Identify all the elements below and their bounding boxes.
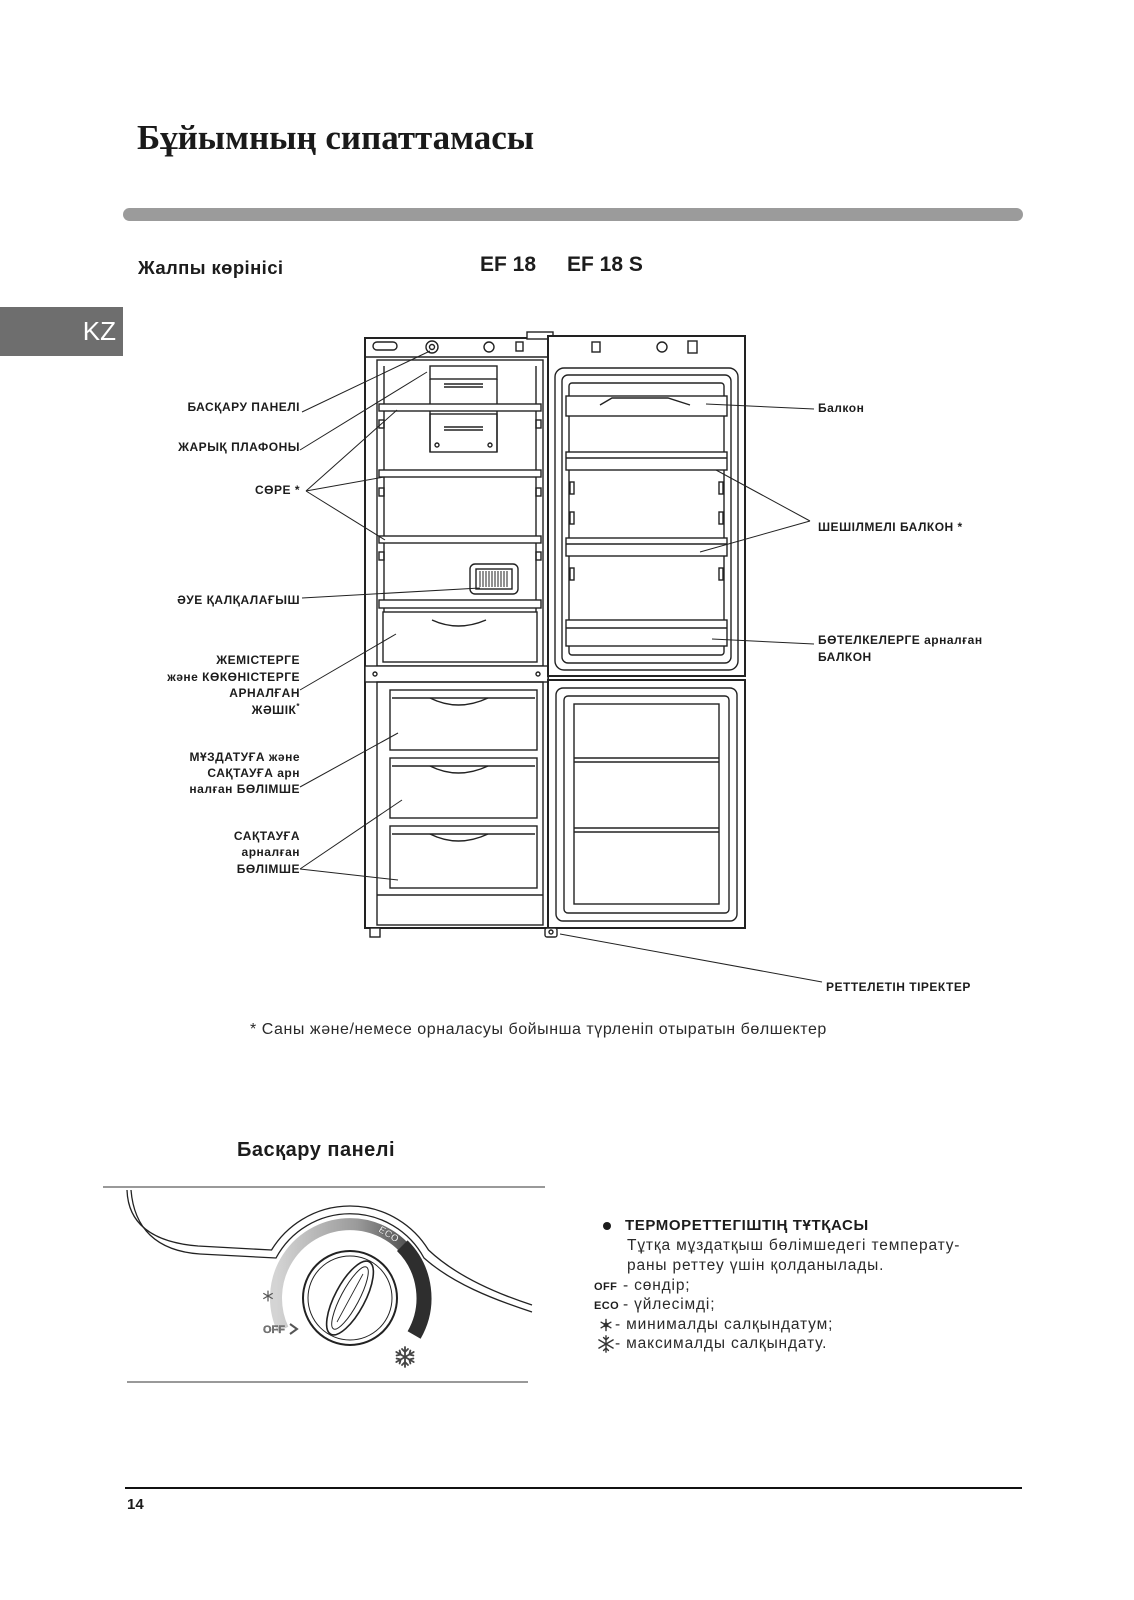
label-storage-line: арналған — [241, 845, 300, 860]
legend-description-line: раны реттеу үшін қолданылады. — [627, 1257, 885, 1274]
overview-heading: Жалпы көрінісі — [138, 257, 284, 278]
crisper-cover — [379, 600, 541, 608]
chevron-right-icon — [290, 1324, 297, 1334]
label-crisper-last: ЖӘШІК — [251, 702, 297, 717]
freezer-drawer-3 — [390, 826, 537, 888]
dial-eco-label: ECO — [376, 1224, 401, 1246]
door-balcony-top — [566, 396, 727, 416]
legend-text-off: - сөндір; — [623, 1277, 691, 1294]
label-balcony: Балкон — [818, 401, 865, 415]
label-freezer-line: налған БӨЛІМШЕ — [189, 782, 300, 796]
label-light: ЖАРЫҚ ПЛАФОНЫ — [178, 440, 300, 454]
control-panel-diagram — [95, 1178, 555, 1390]
thermostat-knob — [303, 1251, 397, 1345]
snowflake-min-icon — [599, 1318, 613, 1332]
label-freezer-line: САҚТАУҒА арн — [207, 766, 300, 780]
label-storage-line: САҚТАУҒА — [233, 829, 300, 843]
language-tab: KZ — [0, 307, 123, 356]
legend-text-min: - минималды салқындатум; — [615, 1316, 834, 1333]
removable-balcony-1 — [566, 452, 727, 470]
label-control-panel: БАСҚАРУ ПАНЕЛІ — [187, 400, 300, 414]
page-number: 14 — [127, 1496, 144, 1513]
freezer-door — [548, 680, 745, 928]
bullet-icon — [603, 1222, 611, 1230]
label-air-damper: ӘУЕ ҚАЛҚАЛАҒЫШ — [177, 593, 300, 607]
label-removable-balcony: ШЕШІЛМЕЛІ БАЛКОН * — [818, 520, 963, 534]
header-rule — [123, 208, 1023, 221]
adjustable-feet — [370, 928, 557, 937]
page-title: Бұйымның сипаттамасы — [137, 118, 535, 157]
shelf-3 — [379, 536, 541, 543]
bottle-balcony — [566, 620, 727, 646]
legend-key-off: OFF — [594, 1281, 618, 1293]
label-crisper — [167, 652, 300, 718]
refrigerator-diagram — [290, 328, 1010, 1008]
label-storage-line: БӨЛІМШЕ — [236, 861, 300, 876]
shelf-2 — [379, 470, 541, 477]
dial-off-label: OFF — [263, 1324, 285, 1336]
label-bottle-balcony — [818, 632, 983, 666]
label-adjustable-feet: РЕТТЕЛЕТІН ТІРЕКТЕР — [826, 980, 971, 994]
control-panel-heading: Басқару панелі — [237, 1139, 396, 1161]
legend-title: ТЕРМОРЕТТЕГІШТІҢ ТҰТҚАСЫ — [625, 1217, 869, 1234]
footer-rule — [125, 1487, 1022, 1489]
label-bottle-balcony-line: БӨТЕЛКЕЛЕРГЕ арналған — [818, 633, 983, 647]
leader-feet — [560, 934, 822, 982]
label-storage — [234, 828, 300, 877]
footnote: * Саны және/немесе орналасуы бойынша түрленіп отыратын бөлшектер — [250, 1021, 827, 1038]
footnote-mark: * — [296, 701, 300, 711]
label-crisper-line: ЖЕМІСТЕРГЕ — [216, 653, 300, 667]
legend-description-line: Тұтқа мұздатқыш бөлімшедегі температу- — [627, 1237, 961, 1254]
freezer-drawer-2 — [390, 758, 537, 818]
label-crisper-line: және КӨКӨНІСТЕРГЕ — [167, 669, 300, 684]
label-crisper-line — [167, 702, 300, 719]
label-bottle-balcony-line: БАЛКОН — [818, 650, 872, 664]
crisper-drawer — [383, 612, 537, 662]
model-name-1: EF 18 — [480, 253, 537, 276]
removable-balcony-2 — [566, 538, 727, 556]
legend-key-eco: ECO — [594, 1300, 620, 1312]
freezer-drawer-1 — [390, 690, 537, 750]
snowflake-max-icon — [396, 1347, 413, 1367]
label-freezer-line: МҰЗДАТУҒА және — [189, 750, 300, 764]
legend-text-max: - максималды салқындату. — [615, 1335, 828, 1352]
dial-scale-max-zone — [402, 1246, 424, 1335]
snowflake-max-icon — [597, 1335, 615, 1353]
air-damper — [470, 564, 518, 594]
shelf-1 — [379, 404, 541, 411]
model-name-2: EF 18 S — [567, 253, 643, 276]
label-freezer — [189, 749, 300, 797]
compartment-divider — [365, 666, 548, 682]
label-crisper-line: АРНАЛҒАН — [229, 686, 300, 701]
legend-text-eco: - үйлесімді; — [623, 1296, 716, 1313]
label-shelf: СӨРЕ * — [254, 483, 300, 497]
